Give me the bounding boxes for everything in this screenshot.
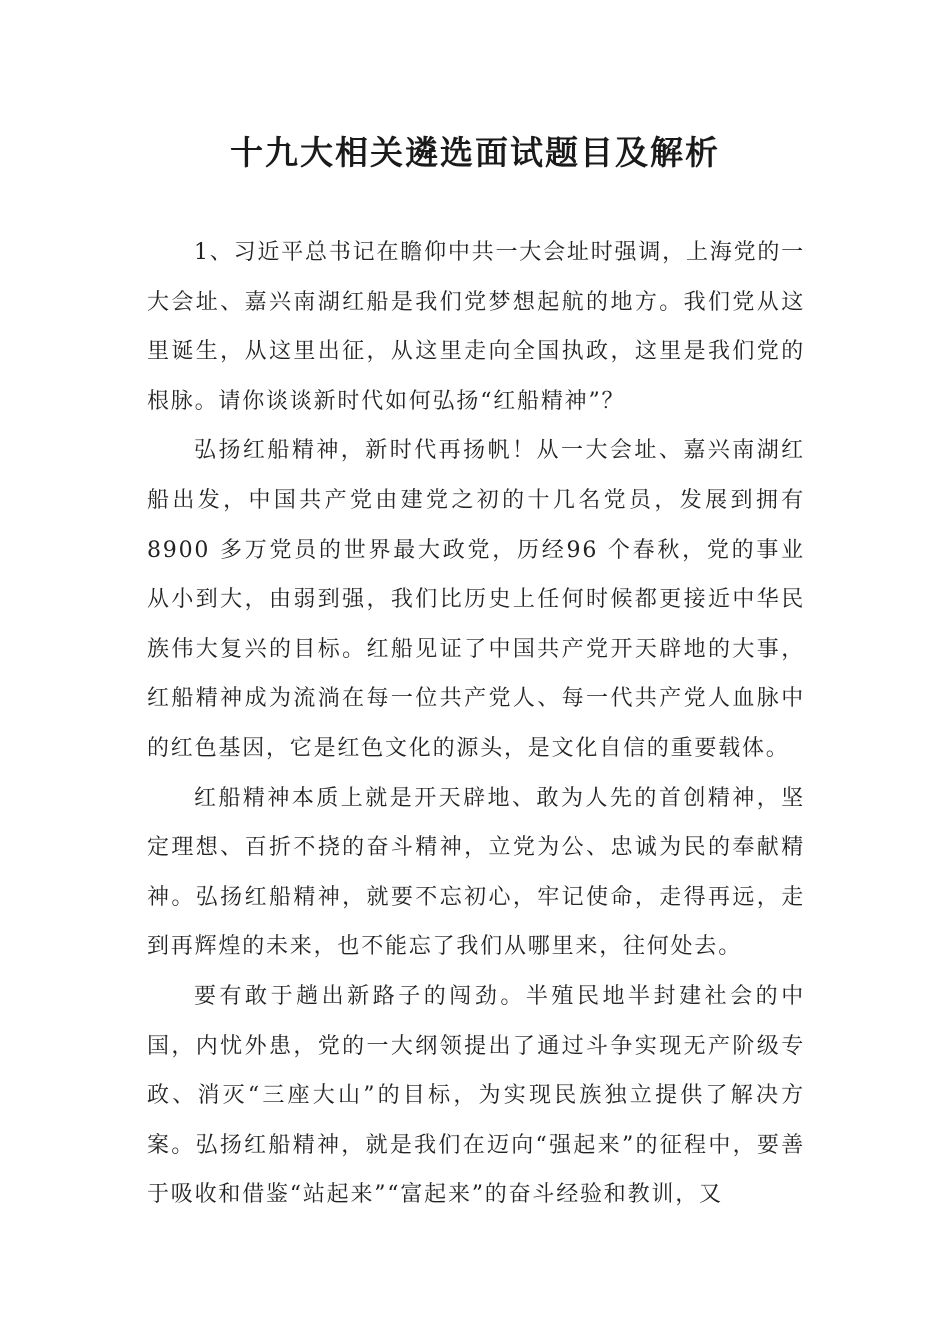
paragraph-answer-intro: 弘扬红船精神，新时代再扬帆！从一大会址、嘉兴南湖红船出发，中国共产党由建党之初的十几名党员，发展到拥有8900 多万党员的世界最大政党，历经96 个春秋，党的事业从小到大，由弱到强，我们比历史上任何时候都更接近中华民族伟大复兴的目标。红船见证了中国共产党开天辟地的大事，红船精神成为流淌在每一位共产党人、每一代共产党人血脉中的红色基因，它是红色文化的源头，是文化自信的重要载体。 bbox=[147, 438, 805, 761]
paragraph-question: 1、习近平总书记在瞻仰中共一大会址时强调，上海党的一大会址、嘉兴南湖红船是我们党梦想起航的地方。我们党从这里诞生，从这里出征，从这里走向全国执政，这里是我们党的根脉。请你谈谈新时代如何弘扬“红船精神”？ bbox=[147, 240, 805, 414]
document-body bbox=[147, 228, 805, 1220]
paragraph-essence: 红船精神本质上就是开天辟地、敢为人先的首创精神，坚定理想、百折不挠的奋斗精神，立党为公、忠诚为民的奉献精神。弘扬红船精神，就要不忘初心，牢记使命，走得再远，走到再辉煌的未来，也不能忘了我们从哪里来，往何处去。 bbox=[147, 785, 805, 960]
paragraph-pioneering: 要有敢于趟出新路子的闯劲。半殖民地半封建社会的中国，内忧外患，党的一大纲领提出了通过斗争实现无产阶级专政、消灭“三座大山”的目标，为实现民族独立提供了解决方案。弘扬红船精神，就是我们在迈向“强起来”的征程中，要善于吸收和借鉴“站起来”“富起来”的奋斗经验和教训，又 bbox=[147, 983, 805, 1208]
document-title: 十九大相关遴选面试题目及解析 bbox=[230, 133, 720, 172]
